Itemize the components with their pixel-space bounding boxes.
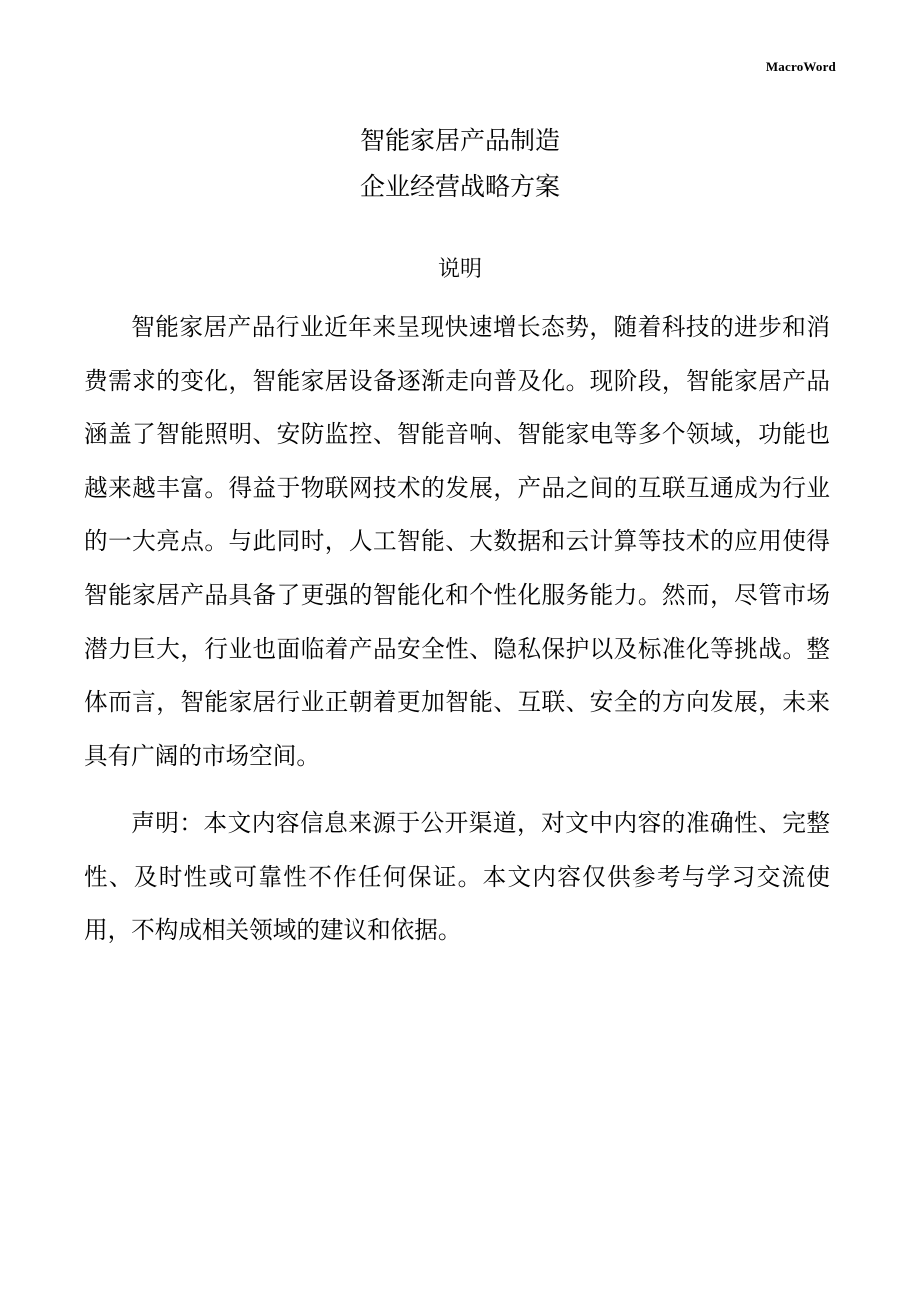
document-title	[0, 118, 920, 210]
intro-paragraph: 智能家居产品行业近年来呈现快速增长态势，随着科技的进步和消费需求的变化，智能家居设备逐渐走向普及化。现阶段，智能家居产品涵盖了智能照明、安防监控、智能音响、智能家电等多个领域，功能也越来越丰富。得益于物联网技术的发展，产品之间的互联互通成为行业的一大亮点。与此同时，人工智能、大数据和云计算等技术的应用使得智能家居产品具备了更强的智能化和个性化服务能力。然而，尽管市场潜力巨大，行业也面临着产品安全性、隐私保护以及标准化等挑战。整体而言，智能家居行业正朝着更加智能、互联、安全的方向发展，未来具有广阔的市场空间。	[84, 313, 830, 770]
header-brand: MacroWord	[765, 59, 836, 74]
section-heading: 说明	[437, 257, 482, 282]
title-line-1: 智能家居产品制造	[359, 126, 560, 155]
title-line-2: 企业经营战略方案	[359, 172, 560, 201]
disclaimer-paragraph: 声明：本文内容信息来源于公开渠道，对文中内容的准确性、完整性、及时性或可靠性不作任何保证。本文内容仅供参考与学习交流使用，不构成相关领域的建议和依据。	[84, 809, 830, 945]
